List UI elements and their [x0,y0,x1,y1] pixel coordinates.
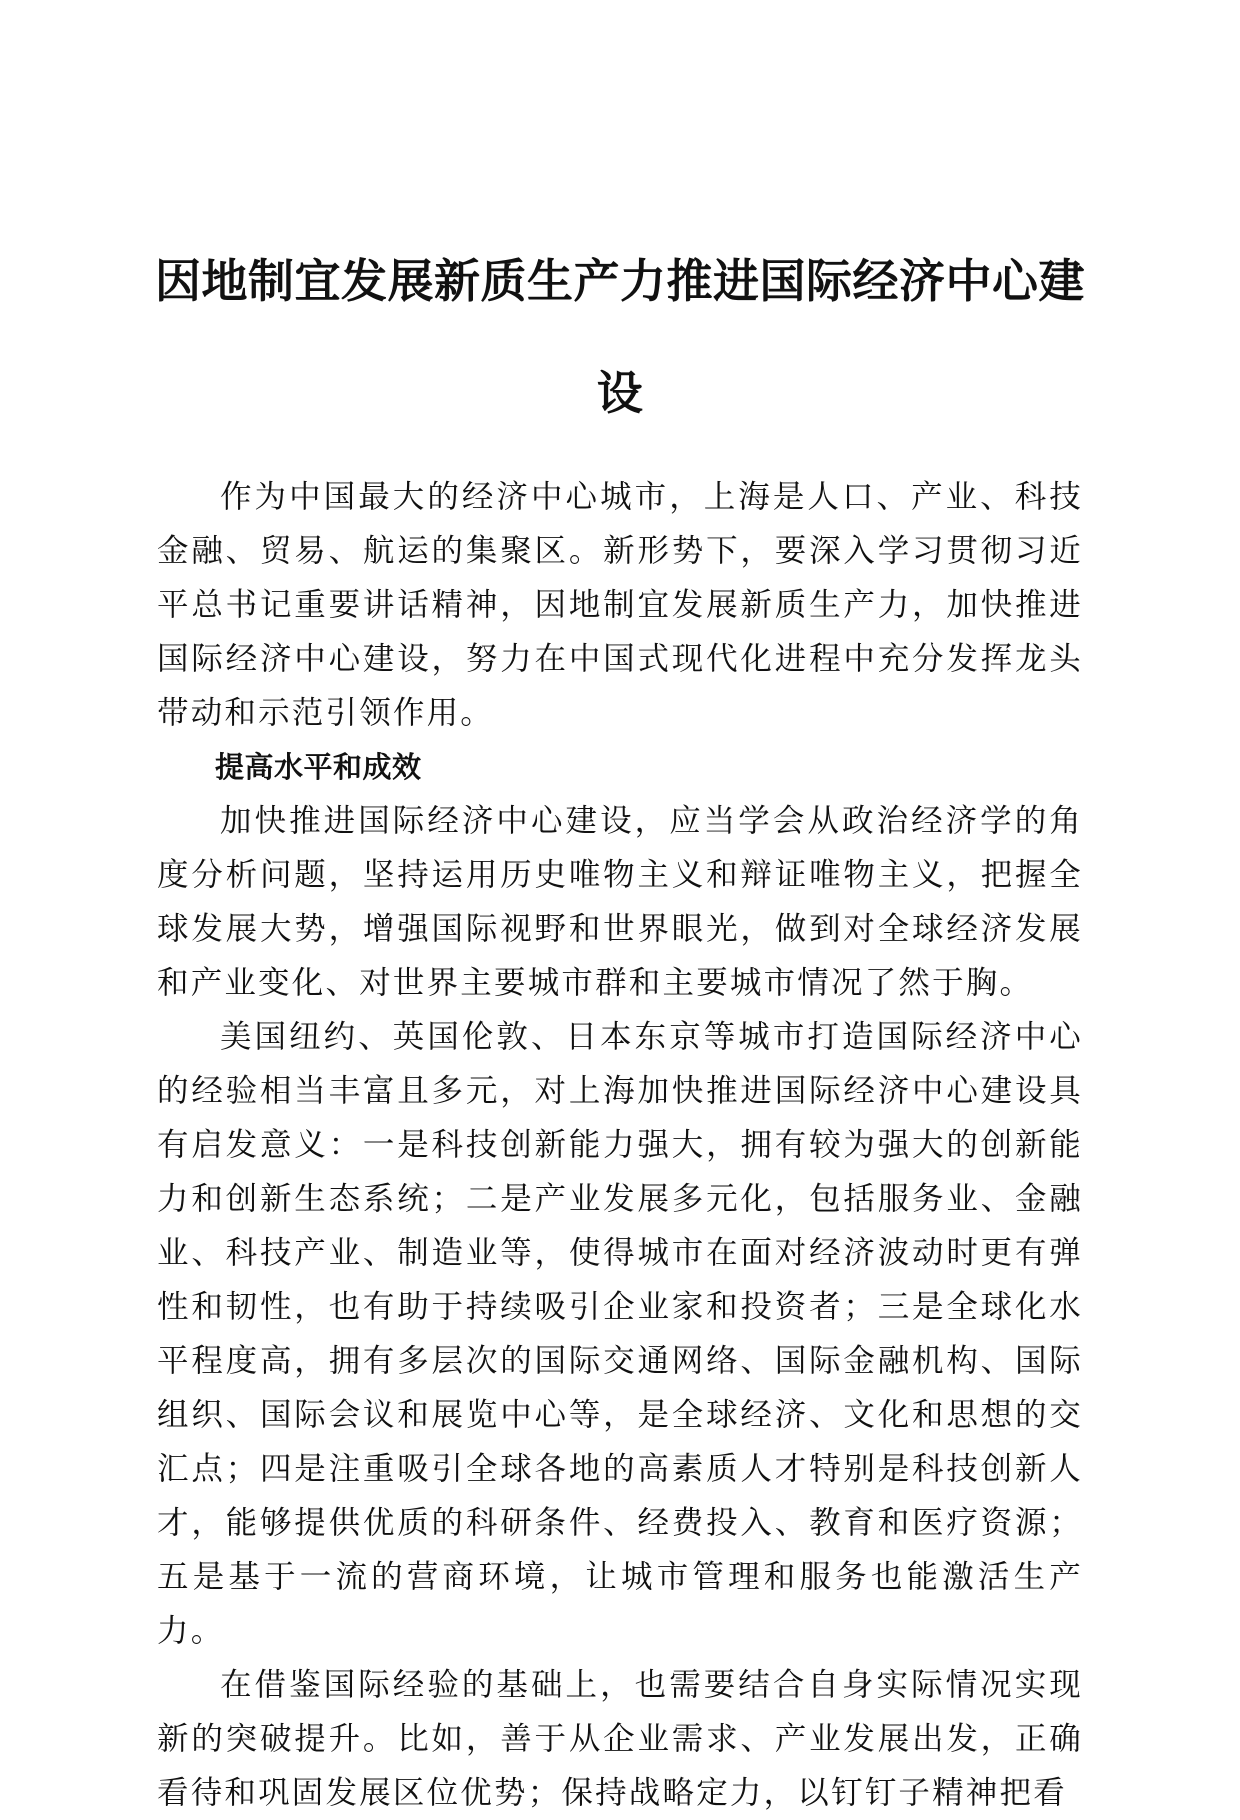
paragraph-intro: 作为中国最大的经济中心城市，上海是人口、产业、科技金融、贸易、航运的集聚区。新形势下，要深入学习贯彻习近平总书记重要讲话精神，因地制宜发展新质生产力，加快推进国际经济中心建设，努力在中国式现代化进程中充分发挥龙头带动和示范引领作用。 [157,479,1083,731]
paragraph-3: 在借鉴国际经验的基础上，也需要结合自身实际情况实现新的突破提升。比如，善于从企业需求、产业发展出发，正确看待和巩固发展区位优势；保持战略定力，以钉钉子精神把看 [157,1667,1083,1811]
paragraph-1: 加快推进国际经济中心建设，应当学会从政治经济学的角度分析问题，坚持运用历史唯物主义和辩证唯物主义，把握全球发展大势，增强国际视野和世界眼光，做到对全球经济发展和产业变化、对世界主要城市群和主要城市情况了然于胸。 [157,803,1083,1001]
document-body [157,470,1083,1820]
document-title: 因地制宜发展新质生产力推进国际经济中心建设 [155,254,1085,420]
section-heading: 提高水平和成效 [215,750,422,784]
paragraph-2: 美国纽约、英国伦敦、日本东京等城市打造国际经济中心的经验相当丰富且多元，对上海加快推进国际经济中心建设具有启发意义：一是科技创新能力强大，拥有较为强大的创新能力和创新生态系统；二是产业发展多元化，包括服务业、金融业、科技产业、制造业等，使得城市在面对经济波动时更有弹性和韧性，也有助于持续吸引企业家和投资者；三是全球化水平程度高，拥有多层次的国际交通网络、国际金融机构、国际组织、国际会议和展览中心等，是全球经济、文化和思想的交汇点；四是注重吸引全球各地的高素质人才特别是科技创新人才，能够提供优质的科研条件、经费投入、教育和医疗资源；五是基于一流的营商环境，让城市管理和服务也能激活生产力。 [157,1019,1083,1649]
